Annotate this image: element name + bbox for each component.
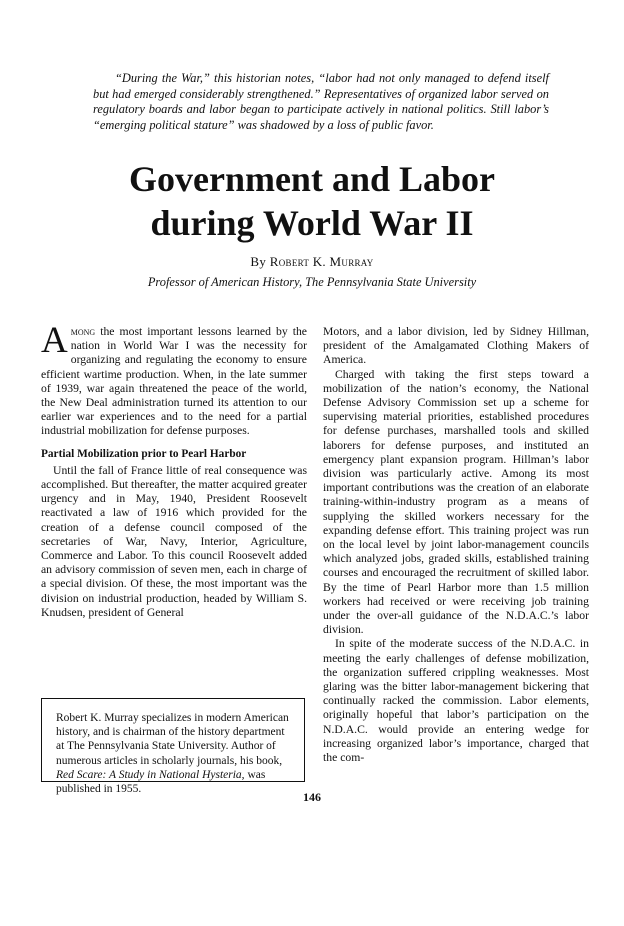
drop-cap: A [41, 320, 68, 361]
lead-word: mong [70, 325, 96, 338]
body-paragraph: Motors, and a labor division, led by Sidney Hillman, president of the Amalgamated Clothing Makers of America. [323, 325, 589, 367]
intro-text: “During the War,” this historian notes, “labor had not only managed to defend itself but had emerged considerably strengthened.” Representatives of organized labor served on regulatory boards and labor began to participate actively in national politics. Still labor’s “emerging political stature” was shadowed by a loss of public favor. [93, 71, 549, 132]
page-number: 146 [303, 790, 321, 804]
bio-text: Robert K. Murray specializes in modern American history, and is chairman of the history department at The Pennsylvania State University. Author of numerous articles in scholarly journals, his book, [56, 712, 289, 767]
body-paragraph: Until the fall of France little of real consequence was accomplished. But thereafter, the matter acquired greater urgency and in May, 1940, President Roosevelt reactivated a law of 1916 which provided for the creation of a defense council composed of the secretaries of War, Navy, Interior, Agriculture, Commerce and Labor. To this council Roosevelt added an advisory commission of seven men, each in charge of a special division. Of these, the most important was the division on industrial production, headed by William S. Knudsen, president of General [41, 463, 307, 619]
opening-text: the most important lessons learned by the nation in World War I was the necessity for organizing and regulating the economy to ensure efficient wartime production. When, in the late summer of 1939, war again threatened the peace of the world, the New Deal administration turned its attention to our earlier war experiences and to the need for a partial industrial mobilization for defense purposes. [41, 325, 307, 438]
author-bio-text [56, 711, 292, 796]
author-name: Robert K. Murray [269, 254, 374, 269]
section-subhead: Partial Mobilization prior to Pearl Harbor [41, 447, 247, 460]
article-title-line2: during World War II [150, 203, 474, 243]
right-column [323, 325, 589, 765]
bio-text-end: was published in 1955. [56, 768, 266, 796]
intro-paragraph [93, 71, 549, 133]
author-affiliation: Professor of American History, The Pennsylvania State University [147, 275, 477, 289]
left-column [41, 320, 307, 620]
byline [0, 254, 624, 270]
book-title: Red Scare: A Study in National Hysteria, [56, 768, 245, 781]
article-title-line1: Government and Labor [128, 159, 495, 199]
opening-paragraph [41, 320, 307, 439]
author-bio-box [41, 698, 305, 796]
body-paragraph: In spite of the moderate success of the N.D.A.C. in meeting the early challenges of defense mobilization, the organization suffered crippling weaknesses. Most glaring was the bitter labor-management bickering that continually racked the commission. Labor elements, originally hopeful that labor’s participation on the N.D.A.C. would provide an entering wedge for increasing organized labor’s importance, charged that the com- [323, 637, 589, 765]
byline-prefix: By [250, 254, 267, 269]
body-paragraph: Charged with taking the first steps toward a mobilization of the nation’s economy, the National Defense Advisory Commission set up a scheme for supervising material priorities, established procedures for defense purchases, marshalled tools and skilled laborers for defense purposes, and instituted an emergency plant expansion program. Hillman’s labor division was particularly active. Among its most important contributions was the creation of an elaborate training-within-industry program as a means of supplying the skilled workers necessary for the expanding defense effort. This training project was run on the local level by joint labor-management councils which analyzed jobs, graded skills, established training courses and encouraged the recruitment of skilled labor. By the time of Pearl Harbor more than 1.5 million workers had received or were receiving job training under the over-all guidance of the N.D.A.C.’s labor division. [323, 367, 589, 637]
